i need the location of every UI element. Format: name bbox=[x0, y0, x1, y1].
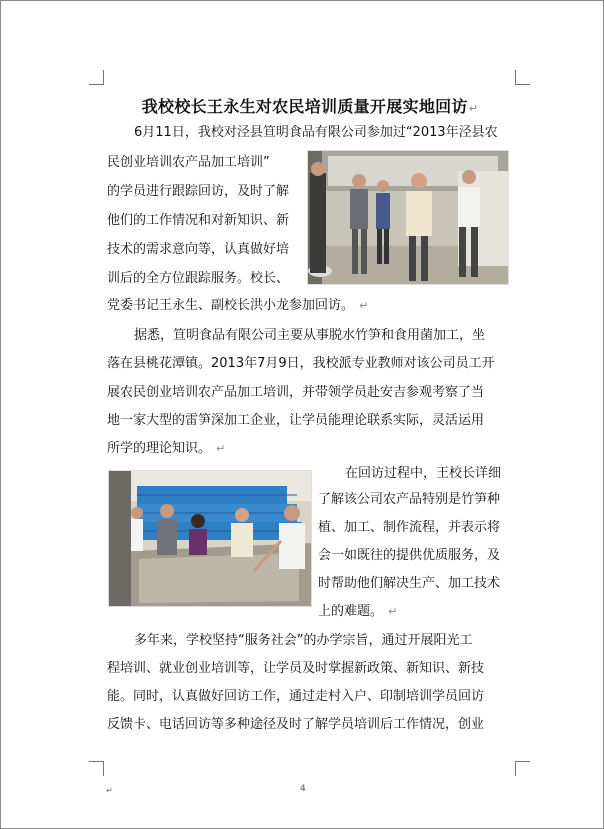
p3-line-6 bbox=[318, 603, 397, 621]
footer-mark: ↵ bbox=[106, 786, 113, 795]
p2-line-5-text: 所学的理论知识。 bbox=[107, 441, 212, 456]
p1-line-6: 训后的全方位跟踪服务。校长、 bbox=[107, 271, 290, 286]
photo-processing-line bbox=[108, 470, 312, 607]
photo-processing-line-image bbox=[109, 471, 311, 606]
p2-line-4: 地一家大型的雷笋深加工企业，让学员能理论联系实际，灵活运用 bbox=[107, 413, 485, 428]
p1-line-4: 他们的工作情况和对新知识、新 bbox=[107, 213, 290, 228]
title-text: 我校校长王永生对农民培训质量开展实地回访 bbox=[141, 97, 468, 116]
paragraph-mark: ↵ bbox=[216, 442, 226, 455]
p2-line-5 bbox=[107, 440, 225, 458]
crop-mark-top-left bbox=[89, 70, 104, 85]
p2-line-2: 落在县桃花潭镇。2013年7月9日，我校派专业教师对该公司员工开 bbox=[107, 356, 495, 371]
p1-line-3: 的学员进行跟踪回访，及时了解 bbox=[107, 184, 290, 199]
p3-line-1: 在回访过程中，王校长详细 bbox=[345, 466, 502, 481]
p3-line-5: 时帮助他们解决生产、加工技术 bbox=[318, 576, 501, 591]
p4-line-4: 反馈卡、电话回访等多种途径及时了解学员培训后工作情况，创业 bbox=[107, 717, 485, 732]
p3-line-6-text: 上的难题。 bbox=[318, 604, 384, 619]
crop-mark-bottom-right bbox=[515, 761, 530, 776]
paragraph-mark: ↵ bbox=[359, 299, 369, 312]
photo-warehouse-visit-image bbox=[308, 151, 508, 284]
p3-line-4: 会一如既往的提供优质服务，及 bbox=[318, 548, 501, 563]
p2-line-1: 据悉，笪明食品有限公司主要从事脱水竹笋和食用菌加工，坐 bbox=[134, 328, 486, 343]
p4-line-3: 能。同时，认真做好回访工作，通过走村入户、印制培训学员回访 bbox=[107, 689, 485, 704]
p1-line-1: 6月11日，我校对泾县笪明食品有限公司参加过“2013年泾县农 bbox=[134, 125, 498, 140]
crop-mark-top-right bbox=[515, 70, 530, 85]
crop-mark-bottom-left bbox=[89, 761, 104, 776]
p1-line-5: 技术的需求意向等，认真做好培 bbox=[107, 242, 290, 257]
p1-line-2: 民创业培训农产品加工培训” bbox=[107, 155, 270, 170]
paragraph-mark: ↵ bbox=[468, 102, 479, 115]
photo-warehouse-visit bbox=[307, 150, 509, 285]
p3-line-3: 植、加工、制作流程，并表示将 bbox=[318, 520, 501, 535]
p3-line-2: 了解该公司农产品特别是竹笋种 bbox=[318, 492, 501, 507]
p1-line-7 bbox=[107, 297, 368, 315]
p4-line-2: 程培训、就业创业培训等，让学员及时掌握新政策、新知识、新技 bbox=[107, 661, 485, 676]
p4-line-1: 多年来，学校坚持“服务社会”的办学宗旨，通过开展阳光工 bbox=[134, 633, 473, 648]
p1-line-7-text: 党委书记王永生、副校长洪小龙参加回访。 bbox=[107, 298, 355, 313]
page-number: 4 bbox=[300, 784, 306, 794]
paragraph-mark: ↵ bbox=[388, 605, 398, 618]
p2-line-3: 展农民创业培训农产品加工培训，并带领学员赴安吉参观考察了当 bbox=[107, 385, 485, 400]
document-title bbox=[100, 94, 520, 117]
